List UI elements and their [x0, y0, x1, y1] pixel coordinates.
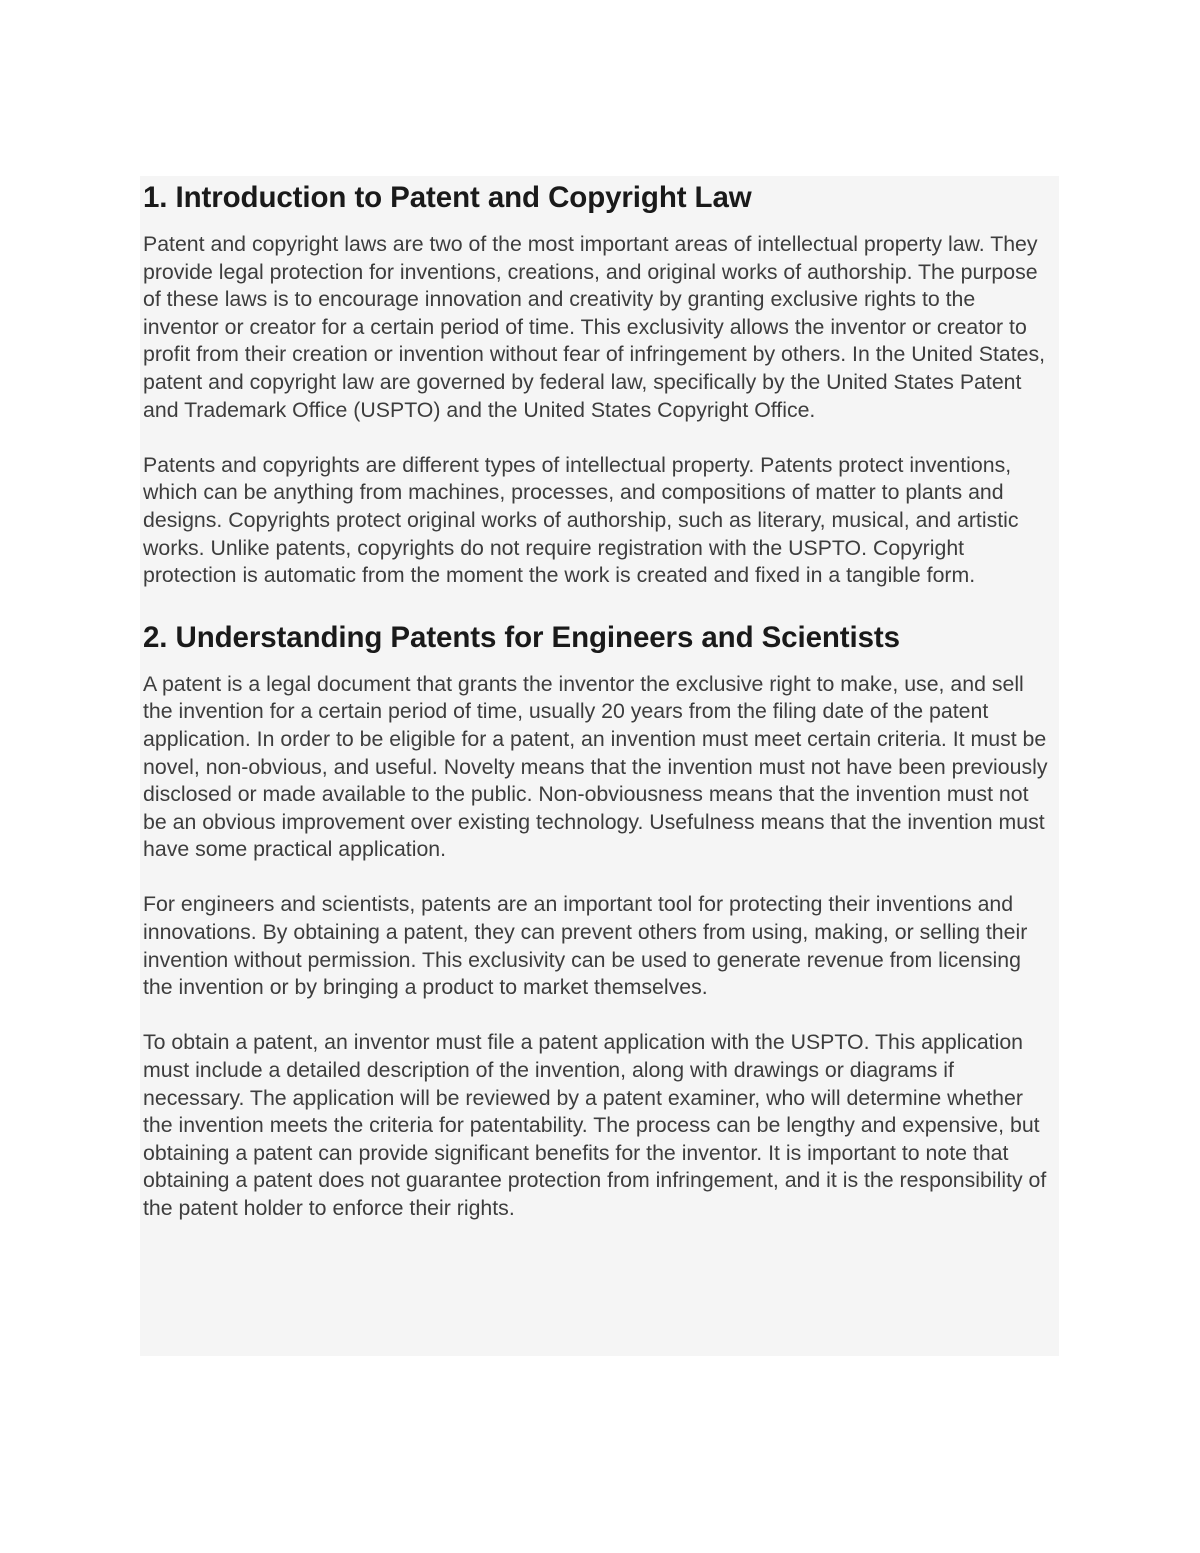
- section-1-paragraph-2: Patents and copyrights are different types of intellectual property. Patents protect inventions, which can be anything from machines, processes, and compositions of matter to plants and designs. Copyrights protect original works of authorship, such as literary, musical, and artistic works. Unlike patents, copyrights do not require registration with the USPTO. Copyright protection is automatic from the moment the work is created and fixed in a tangible form.: [143, 452, 1019, 588]
- section-1-heading: 1. Introduction to Patent and Copyright Law: [143, 181, 752, 214]
- section-1-paragraph-1: Patent and copyright laws are two of the most important areas of intellectual property law. They provide legal protection for inventions, creations, and original works of authorship. The purpose of these laws is to encourage innovation and creativity by granting exclusive rights to the inventor or creator for a certain period of time. This exclusivity allows the inventor or creator to profit from their creation or invention without fear of infringement by others. In the United States, patent and copyright law are governed by federal law, specifically by the United States Patent and Trademark Office (USPTO) and the United States Copyright Office.: [143, 232, 1046, 422]
- section-2-paragraph-3: To obtain a patent, an inventor must file a patent application with the USPTO. This application must include a detailed description of the invention, along with drawings or diagrams if necessary. The application will be reviewed by a patent examiner, who will determine whether the invention meets the criteria for patentability. The process can be lengthy and expensive, but obtaining a patent can provide significant benefits for the inventor. It is important to note that obtaining a patent does not guarantee protection from infringement, and it is the responsibility of the patent holder to enforce their rights.: [143, 1030, 1047, 1220]
- section-2-paragraph-1: A patent is a legal document that grants the inventor the exclusive right to make, use, and sell the invention for a certain period of time, usually 20 years from the filing date of the patent application. In order to be eligible for a patent, an invention must meet certain criteria. It must be novel, non-obvious, and useful. Novelty means that the invention must not have been previously disclosed or made available to the public. Non-obviousness means that the invention must not be an obvious improvement over existing technology. Usefulness means that the invention must have some practical application.: [143, 671, 1048, 862]
- section-2-heading: 2. Understanding Patents for Engineers and Scientists: [143, 620, 900, 654]
- document-content-block: [140, 176, 1059, 1356]
- section-2-paragraph-2: For engineers and scientists, patents are an important tool for protecting their inventions and innovations. By obtaining a patent, they can prevent others from using, making, or selling their invention without permission. This exclusivity can be used to generate revenue from licensing the invention or by bringing a product to market themselves.: [143, 892, 1028, 1000]
